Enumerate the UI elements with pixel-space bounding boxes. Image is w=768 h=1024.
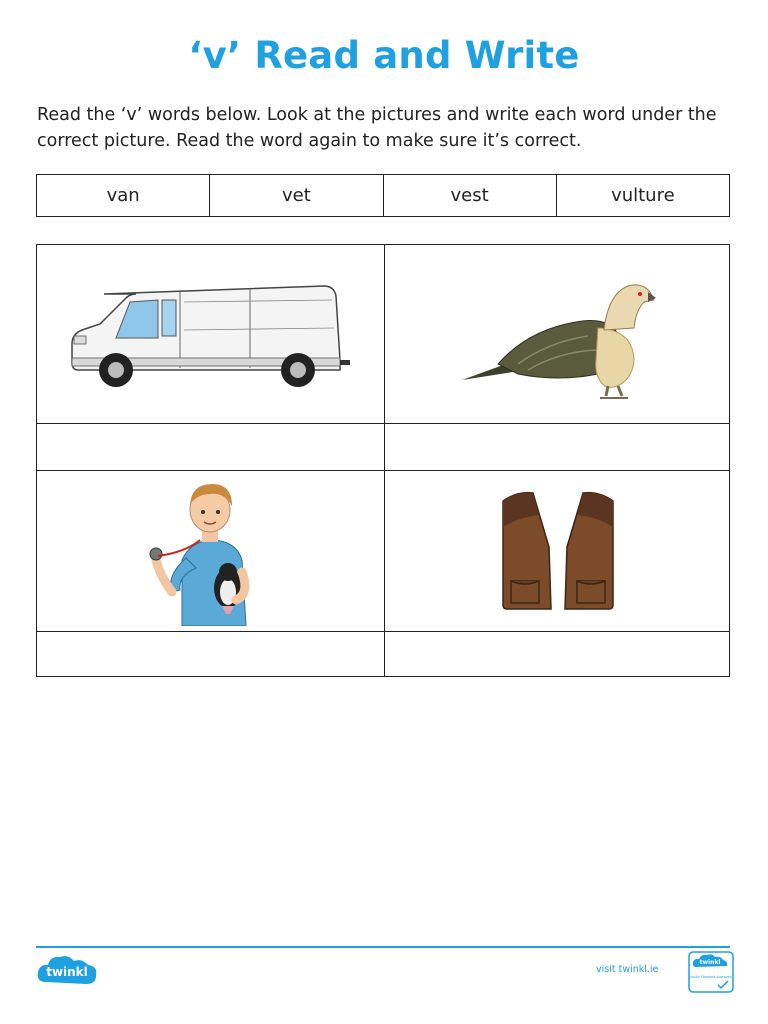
word-bank-item: vulture bbox=[611, 185, 675, 206]
vulture-icon bbox=[458, 264, 658, 404]
van-icon bbox=[66, 278, 356, 390]
page-title: ‘v’ Read and Write bbox=[188, 34, 580, 77]
word-bank-item: vet bbox=[210, 175, 383, 216]
answer-box-vulture[interactable] bbox=[385, 424, 731, 470]
twinkl-logo bbox=[36, 952, 100, 996]
word-bank-item: vest bbox=[384, 175, 557, 216]
vet-icon bbox=[146, 476, 276, 626]
vest-icon bbox=[495, 487, 621, 615]
word-bank-item: van bbox=[37, 175, 210, 216]
answer-box-vet[interactable] bbox=[37, 632, 384, 678]
word-bank bbox=[36, 174, 730, 217]
answer-box-vest[interactable] bbox=[385, 632, 731, 678]
picture-cell-vest bbox=[385, 471, 731, 631]
badge-logo-text: twinkl bbox=[699, 959, 721, 966]
answer-box-van[interactable] bbox=[37, 424, 384, 470]
badge-text: Quality Standard Approved bbox=[688, 975, 732, 979]
picture-grid bbox=[36, 244, 730, 677]
instructions-text: Read the ‘v’ words below. Look at the pictures and write each word under the correct picture. Read the word again to make sure it’s correct. bbox=[37, 105, 717, 151]
visit-link[interactable]: visit twinkl.ie bbox=[596, 964, 659, 975]
logo-text: twinkl bbox=[46, 965, 88, 979]
picture-cell-vet bbox=[37, 471, 384, 631]
quality-badge bbox=[688, 951, 734, 997]
picture-cell-van bbox=[37, 245, 384, 423]
footer-divider bbox=[36, 946, 730, 948]
picture-cell-vulture bbox=[385, 245, 731, 423]
